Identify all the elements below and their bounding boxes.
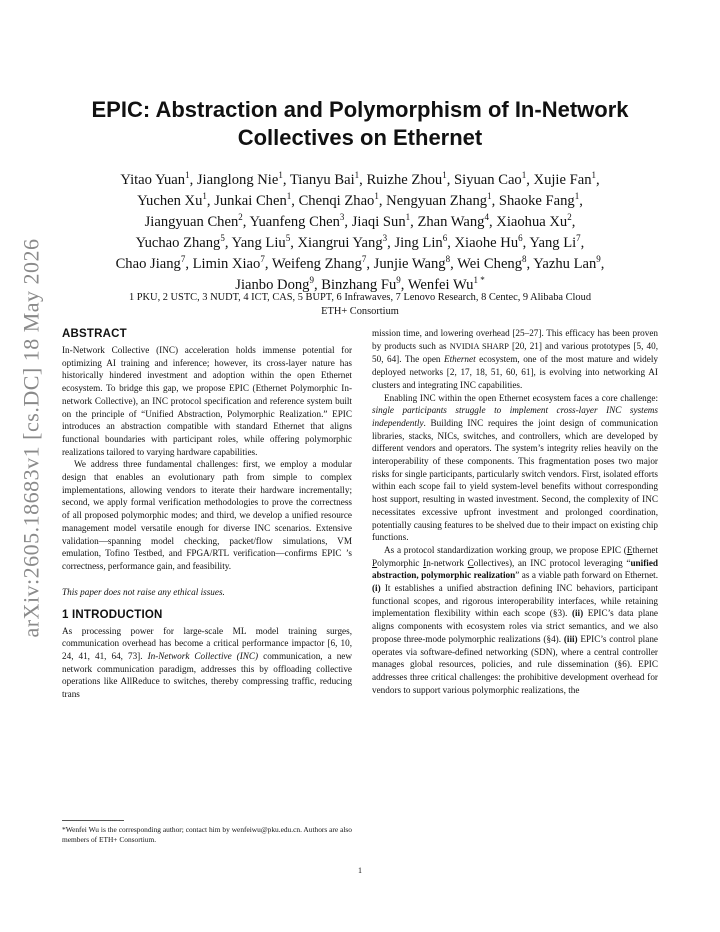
body-text: olymorphic: [377, 557, 424, 568]
footnote-rule: [62, 820, 124, 821]
title-line-2: Collectives on Ethernet: [237, 125, 483, 150]
author-name: Limin Xiao: [192, 256, 261, 272]
author-affiliation-mark: 5: [220, 233, 225, 244]
author-name: Chao Jiang: [115, 256, 181, 272]
body-text: As a protocol standardization working group, we propose EPIC (: [384, 544, 627, 555]
right-column: [372, 327, 658, 696]
acronym-letter: I: [423, 557, 427, 568]
author-affiliation-mark: 8: [522, 254, 527, 265]
author-name: Weifeng Zhang: [271, 256, 362, 272]
author-name: Yang Liu: [231, 235, 286, 251]
author-affiliation-mark: 4: [484, 212, 489, 223]
body-text: EPIC’s control plane operates via software-defined networking (SDN), where a central controller manages global resources, policies, and rule dissemination (§6). EPIC addresses three critical challenges: the prohibitive development overhead for vendors to support various polymorphic realizations, the: [372, 633, 658, 695]
author-affiliation-mark: 1: [591, 170, 596, 181]
intro-paragraph-3: [372, 544, 658, 696]
author-affiliation-mark: 1: [278, 170, 283, 181]
author-name: Jiaqi Sun: [351, 214, 406, 230]
author-affiliation-mark: 9: [309, 275, 314, 286]
intro-text: As processing power for large-scale ML model training surges, communication overhead has become a critical performance impactor [6, 10, 24, 41, 41, 64, 73].: [62, 625, 352, 662]
author-affiliation-mark: 9: [596, 254, 601, 265]
author-name: Jianbo Dong: [235, 277, 310, 293]
footnote: [62, 820, 352, 845]
author-affiliation-mark: 7: [576, 233, 581, 244]
page-number: 1: [358, 866, 362, 875]
product-name: NVIDIA SHARP: [449, 341, 509, 351]
abstract-body: [62, 344, 352, 573]
introduction-heading: 1 INTRODUCTION: [62, 608, 163, 621]
intro-emphasis: In-Network Collective (INC): [147, 651, 259, 662]
author-affiliation-mark: 1: [487, 191, 492, 202]
acronym-letter: E: [626, 544, 633, 555]
author-affiliation-mark: 7: [180, 254, 186, 265]
author-name: Xiaohua Xu: [496, 214, 568, 230]
author-name: Xiangrui Yang: [297, 235, 383, 251]
author-name: Chenqi Zhao: [298, 193, 375, 209]
author-affiliation-mark: 1 *: [473, 275, 485, 286]
author-name: Ruizhe Zhou: [366, 172, 443, 188]
body-text: thernet: [632, 544, 658, 555]
title-line-1: EPIC: Abstraction and Polymorphism of In-Network: [91, 97, 629, 122]
left-column: [62, 327, 352, 701]
author-name: Xiaohe Hu: [454, 235, 519, 251]
author-affiliation-mark: 6: [442, 233, 448, 244]
author-name: Yuanfeng Chen: [249, 214, 340, 230]
body-text: ” as a viable path forward on Ethernet.: [515, 570, 659, 581]
intro-text: communication, a new network communication paradigm, addresses this by offloading collective operations like AllReduce to switches, thereby compressing traffic, reducing trans: [62, 651, 353, 700]
author-name: Yazhu Lan: [533, 256, 597, 272]
author-line: Yuchao Zhang$^5$, Yang Liu$^5$, Xiangrui Yang$^3$, Jing Lin$^6$, Xiaohe Hu$^6$, Yang Li$^7$,: [135, 233, 585, 251]
author-affiliation-mark: 3: [382, 233, 388, 244]
author-name: Binzhang Fu: [321, 277, 397, 293]
author-name: Yang Li: [529, 235, 577, 251]
author-name: Yitao Yuan: [120, 172, 186, 188]
body-text: [20, 21] and various prototypes [5, 40, 50, 64]. The open: [372, 340, 658, 365]
abstract-paragraph-1: In-Network Collective (INC) acceleration holds immense potential for optimizing AI training and inference; however, its cross-layer nature has historically hindered investment and adoption within the open Ethernet ecosystem. To bridge this gap, we propose EPIC (Ethernet Polymorphic In-network Collective), an INC protocol specification and reference system built on the principle of “Unified Abstraction, Polymorphic Realization.” EPIC introduces an abstraction compatible with standard Ethernet that aligns functional boundaries with participant roles, while offering polymorphic realizations tailored to varying hardware capabilities.: [62, 345, 352, 457]
body-emphasis: Ethernet: [444, 354, 476, 365]
author-affiliation-mark: 1: [442, 170, 447, 181]
body-text: Enabling INC within the open Ethernet ecosystem faces a core challenge:: [384, 392, 658, 403]
author-affiliation-mark: 7: [361, 254, 367, 265]
author-name: Junjie Wang: [373, 256, 446, 272]
author-name: Xujie Fan: [533, 172, 592, 188]
author-line: Yitao Yuan$^1$, Jianglong Nie$^1$, Tianyu Bai$^1$, Ruizhe Zhou$^1$, Siyuan Cao$^1$, Xujie Fan$^1$,: [120, 170, 600, 188]
body-text: ecosystem, one of the most mature and widely deployed networks [2, 17, 18, 51, 60, 61], is evolving into networking AI clusters and integrating INC capabilities.: [372, 354, 658, 390]
body-bold: unified abstraction, polymorphic realization: [372, 557, 659, 581]
author-affiliation-mark: 1: [574, 191, 580, 202]
author-affiliation-mark: 2: [567, 212, 572, 223]
author-affiliation-mark: 7: [260, 254, 265, 265]
author-name: Jianglong Nie: [196, 172, 279, 188]
author-affiliation-mark: 1: [202, 191, 207, 202]
abstract-paragraph-2: We address three fundamental challenges: first, we employ a modular design that enables an evolutionary path from simple to complex implementations, allowing vendors to iterate their hardware incrementally; second, we apply formal verification methodologies to prove the correctness of all proposed polymorphic modes; and third, we develop a unified resource management model versatile enough for diverse INC scenarios. Extensive validation—spanning model checking, packet/flow simulations, VM emulation, Tofino Testbed, and FPGA/RTL verification—confirms EPIC ’s correctness, performance gain, and feasibility.: [62, 459, 352, 571]
body-text: mission time, and lowering overhead [25–27]. This efficacy has been proven by products such as: [372, 328, 658, 351]
list-marker: (i): [372, 583, 381, 594]
acronym-letter: C: [467, 557, 474, 568]
body-text: It establishes a unified abstraction defining INC behaviors, participant functional scopes, and rigorous interoperability interfaces, while retaining implementation flexibility within each scope (§3).: [372, 583, 658, 619]
author-affiliation-mark: 6: [518, 233, 523, 244]
body-text: n-network: [426, 557, 468, 568]
list-marker: (iii): [563, 633, 578, 644]
author-affiliation-mark: 1: [405, 212, 411, 223]
author-name: Yuchao Zhang: [135, 235, 221, 251]
author-name: Shaoke Fang: [498, 193, 575, 209]
author-affiliation-mark: 1: [185, 170, 190, 181]
intro-paragraph-1-cont: [372, 327, 658, 392]
arxiv-identifier: arXiv:2605.18683v1 [cs.DC] 18 May 2026: [19, 238, 45, 638]
author-affiliation-mark: 1: [374, 191, 379, 202]
body-text: EPIC’s data plane aligns components with ecosystem roles via strict semantics, and we also propose three-mode polymorphic realizations (§4).: [372, 608, 659, 644]
author-line: Yuchen Xu$^1$, Junkai Chen$^1$, Chenqi Zhao$^1$, Nengyuan Zhang$^1$, Shaoke Fang$^1$,: [137, 191, 583, 209]
consortium-line: ETH+ Consortium: [321, 306, 399, 317]
author-affiliation-mark: 1: [286, 191, 292, 202]
author-affiliation-mark: 1: [354, 170, 360, 181]
acronym-letter: P: [372, 557, 378, 568]
body-text: ollectives), an INC protocol leveraging “: [473, 557, 631, 568]
author-name: Junkai Chen: [214, 193, 287, 209]
author-name: Nengyuan Zhang: [386, 193, 488, 209]
author-name: Tianyu Bai: [289, 172, 355, 188]
author-name: Zhan Wang: [417, 214, 485, 230]
author-affiliation-mark: 1: [521, 170, 527, 181]
introduction-body: [62, 625, 352, 701]
right-column-body: [372, 327, 658, 696]
abstract-heading: ABSTRACT: [62, 328, 127, 340]
author-affiliation-mark: 9: [396, 275, 401, 286]
intro-paragraph-1: [62, 625, 352, 701]
author-name: Wenfei Wu: [407, 277, 474, 293]
author-list: [70, 170, 650, 296]
author-name: Siyuan Cao: [454, 172, 522, 188]
arxiv-sidebar: [8, 238, 56, 638]
intro-paragraph-2: [372, 392, 658, 544]
body-text: . Building INC requires the joint design of communication libraries, stacks, NICs, switches, and controllers, which are developed by different vendors and operators. The system’s integrity relies heavily on the interoperability of these components. This fragmentation poses two major risks for single participants, particularly switch vendors. First, isolated efforts within each scope fail to yield system-level benefits without corresponding host support, resulting in wasted investment. Second, the complexity of INC necessitates excessive upfront investment and prolonged coordination, potentially causing features to be shelved due to their impact on existing chip functions.: [372, 417, 658, 543]
author-name: Wei Cheng: [457, 256, 523, 272]
author-affiliation-mark: 8: [445, 254, 451, 265]
author-affiliation-mark: 5: [285, 233, 291, 244]
author-line: Chao Jiang$^7$, Limin Xiao$^7$, Weifeng Zhang$^7$, Junjie Wang$^8$, Wei Cheng$^8$, Yazhu Lan$^9$,: [115, 254, 605, 272]
author-name: Jiangyuan Chen: [144, 214, 239, 230]
author-affiliation-mark: 2: [238, 212, 243, 223]
author-name: Jing Lin: [394, 235, 443, 251]
ethics-statement: This paper does not raise any ethical issues.: [62, 586, 225, 597]
body-emphasis: single participants struggle to implement cross-layer INC systems independently: [372, 405, 658, 428]
footnote-text: *Wenfei Wu is the corresponding author; contact him by wenfeiwu@pku.edu.cn. Authors are also members of ETH+ Consortium.: [62, 825, 352, 844]
affiliation-line: 1 PKU, 2 USTC, 3 NUDT, 4 ICT, CAS, 5 BUPT, 6 Infrawaves, 7 Lenovo Research, 8 Centec, 9 Alibaba Cloud: [128, 292, 592, 303]
author-name: Yuchen Xu: [137, 193, 203, 209]
affiliations: [60, 291, 660, 319]
author-line: Jianbo Dong$^9$, Binzhang Fu$^9$, Wenfei $Wu^{1 *}$: [235, 275, 485, 293]
author-line: Jiangyuan Chen$^2$, Yuanfeng Chen$^3$, Jiaqi Sun$^1$, Zhan Wang$^4$, Xiaohua Xu$^2$,: [144, 212, 576, 230]
list-marker: (ii): [571, 608, 584, 619]
paper-title: [60, 96, 660, 152]
author-affiliation-mark: 3: [339, 212, 345, 223]
